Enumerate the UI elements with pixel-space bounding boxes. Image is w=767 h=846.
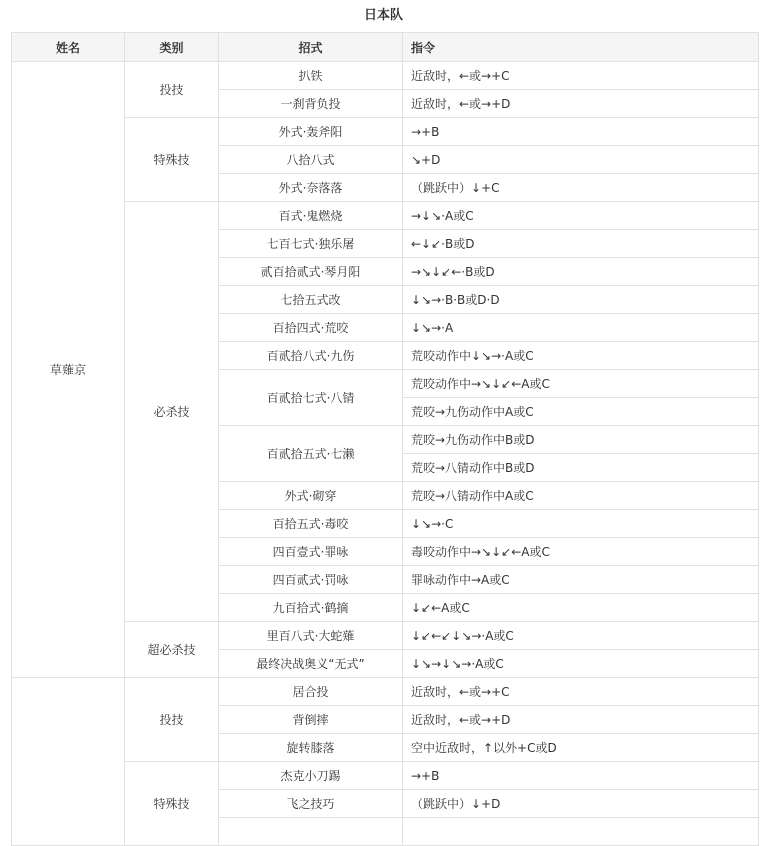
command-cell: 荒咬动作中→↘↓↙←A或C	[403, 370, 759, 398]
command-cell: 近敌时，←或→+C	[403, 678, 759, 706]
character-name-cell: 草薙京	[12, 62, 125, 678]
move-name-cell: 百贰拾七式·八锖	[219, 370, 403, 426]
table-header-row	[12, 33, 759, 62]
command-cell	[403, 818, 759, 846]
category-cell: 投技	[125, 62, 219, 118]
move-name-cell: 贰百拾贰式·琴月阳	[219, 258, 403, 286]
command-cell: ↓↘→·C	[403, 510, 759, 538]
move-name-cell: 居合投	[219, 678, 403, 706]
command-cell: 罪咏动作中→A或C	[403, 566, 759, 594]
table-body	[12, 62, 759, 846]
command-cell: 荒咬→九伤动作中A或C	[403, 398, 759, 426]
move-name-cell: 四百贰式·罚咏	[219, 566, 403, 594]
header-name: 姓名	[12, 33, 125, 62]
command-cell: 近敌时，←或→+D	[403, 90, 759, 118]
command-cell: ↓↙←A或C	[403, 594, 759, 622]
header-move: 招式	[219, 33, 403, 62]
command-cell: 近敌时，←或→+D	[403, 706, 759, 734]
move-name-cell: 最终决战奥义“无式”	[219, 650, 403, 678]
move-name-cell: 八拾八式	[219, 146, 403, 174]
category-cell: 投技	[125, 678, 219, 762]
move-name-cell: 杰克小刀踢	[219, 762, 403, 790]
command-cell: ↓↙←↙↓↘→·A或C	[403, 622, 759, 650]
move-list-table	[11, 32, 759, 846]
command-cell: →+B	[403, 118, 759, 146]
command-cell: ←↓↙·B或D	[403, 230, 759, 258]
category-cell: 超必杀技	[125, 622, 219, 678]
table-title: 日本队	[363, 8, 403, 23]
move-name-cell	[219, 818, 403, 846]
move-name-cell: 百拾五式·毒咬	[219, 510, 403, 538]
command-cell: ↓↘→·B·B或D·D	[403, 286, 759, 314]
category-cell: 特殊技	[125, 118, 219, 202]
character-name-cell	[12, 678, 125, 846]
move-name-cell: 旋转膝落	[219, 734, 403, 762]
table-row	[12, 622, 759, 650]
move-name-cell: 扒铁	[219, 62, 403, 90]
move-name-cell: 百贰拾八式·九伤	[219, 342, 403, 370]
move-name-cell: 一刹背负投	[219, 90, 403, 118]
command-cell: 荒咬动作中↓↘→·A或C	[403, 342, 759, 370]
command-cell: 近敌时，←或→+C	[403, 62, 759, 90]
move-name-cell: 外式·砌穿	[219, 482, 403, 510]
category-cell: 特殊技	[125, 762, 219, 846]
command-cell: ↓↘→↓↘→·A或C	[403, 650, 759, 678]
move-name-cell: 百拾四式·荒咬	[219, 314, 403, 342]
command-cell: 荒咬→八锖动作中A或C	[403, 482, 759, 510]
command-cell: →↓↘·A或C	[403, 202, 759, 230]
table-row	[12, 762, 759, 790]
command-cell: ↘+D	[403, 146, 759, 174]
command-cell: 毒咬动作中→↘↓↙←A或C	[403, 538, 759, 566]
command-cell: （跳跃中）↓+C	[403, 174, 759, 202]
move-name-cell: 七拾五式改	[219, 286, 403, 314]
move-name-cell: 七百七式·独乐屠	[219, 230, 403, 258]
command-cell: 荒咬→八锖动作中B或D	[403, 454, 759, 482]
command-cell: （跳跃中）↓+D	[403, 790, 759, 818]
command-cell: →+B	[403, 762, 759, 790]
table-row	[12, 62, 759, 90]
move-name-cell: 外式·轰斧阳	[219, 118, 403, 146]
move-name-cell: 外式·奈落落	[219, 174, 403, 202]
table-row	[12, 118, 759, 146]
table-row	[12, 678, 759, 706]
command-cell: ↓↘→·A	[403, 314, 759, 342]
move-name-cell: 百式·鬼燃烧	[219, 202, 403, 230]
table-row	[12, 202, 759, 230]
move-name-cell: 四百壹式·罪咏	[219, 538, 403, 566]
command-cell: 空中近敌时，↑以外+C或D	[403, 734, 759, 762]
move-name-cell: 九百拾式·鹤摘	[219, 594, 403, 622]
move-name-cell: 里百八式·大蛇薙	[219, 622, 403, 650]
move-name-cell: 百贰拾五式·七濑	[219, 426, 403, 482]
move-name-cell: 飞之技巧	[219, 790, 403, 818]
category-cell: 必杀技	[125, 202, 219, 622]
header-command: 指令	[403, 33, 759, 62]
command-cell: 荒咬→九伤动作中B或D	[403, 426, 759, 454]
command-cell: →↘↓↙←·B或D	[403, 258, 759, 286]
header-category: 类别	[125, 33, 219, 62]
move-name-cell: 背倒摔	[219, 706, 403, 734]
